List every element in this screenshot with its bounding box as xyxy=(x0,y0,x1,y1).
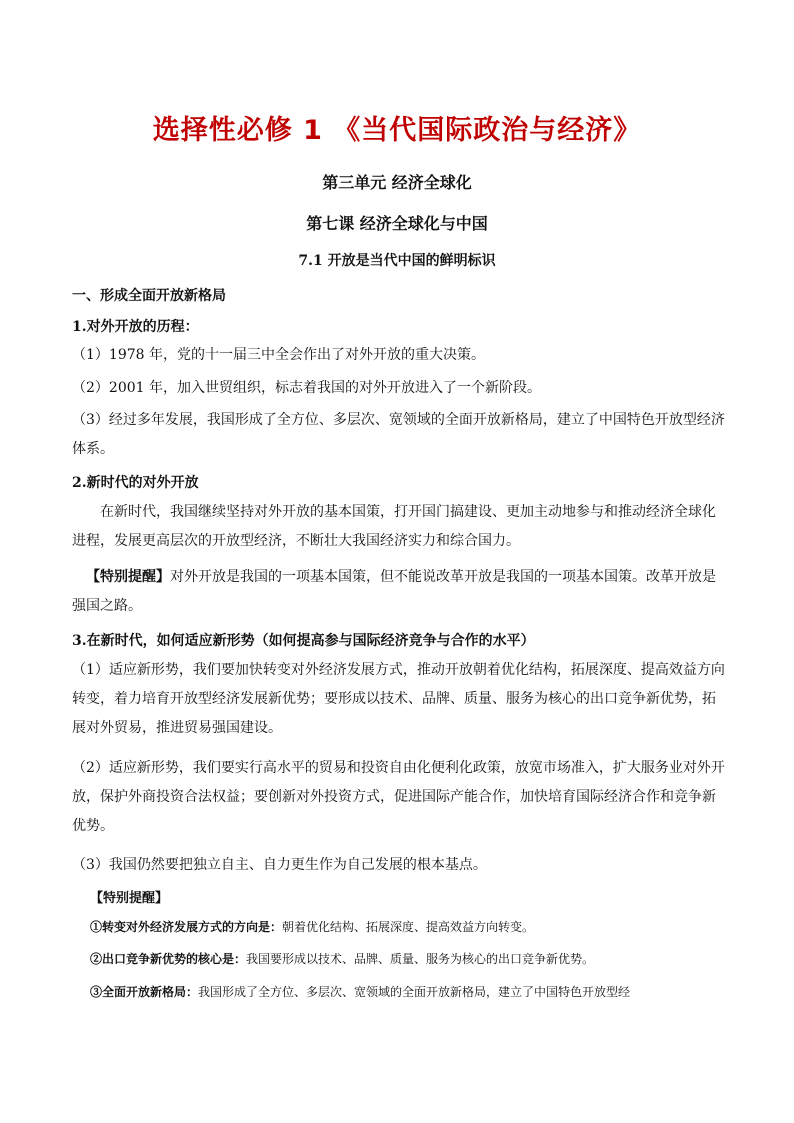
item3-point-1: （1）适应新形势，我们要加快转变对外经济发展方式，推动开放朝着优化结构，拓展深度、提高效益方向转变，着力培育开放型经济发展新优势；要形成以技术、品牌、质量、服务为核心的出口竞争新优势，拓展对外贸易，推进贸易强国建设。 xyxy=(72,662,725,736)
lesson-heading: 第七课 经济全球化与中国 xyxy=(306,214,488,233)
item3-point-3: （3）我国仍然要把独立自主、自力更生作为自己发展的根本基点。 xyxy=(72,857,487,873)
section-heading: 7.1 开放是当代中国的鲜明标识 xyxy=(298,253,496,269)
item2-heading: 2.新时代的对外开放 xyxy=(72,475,199,491)
note-line-2: ②出口竞争新优势的核心是：我国要形成以技术、品牌、质量、服务为核心的出口竞争新优势。 xyxy=(90,952,595,966)
note-line-3: ③全面开放新格局：我国形成了全方位、多层次、宽领域的全面开放新格局，建立了中国特色开放型经 xyxy=(90,985,631,999)
note-title: 【特别提醒】 xyxy=(90,891,169,906)
tip-label: 【特别提醒】 xyxy=(86,569,170,585)
item1-heading: 1.对外开放的历程： xyxy=(72,319,199,335)
note-line-1: ①转变对外经济发展方式的方向是：朝着优化结构、拓展深度、提高效益方向转变。 xyxy=(90,920,535,934)
item3-heading: 3.在新时代，如何适应新形势（如何提高参与国际经济竞争与合作的水平） xyxy=(72,633,535,649)
item2-body: 在新时代，我国继续坚持对外开放的基本国策，打开国门搞建设、更加主动地参与和推动经济全球化进程，发展更高层次的开放型经济，不断壮大我国经济实力和综合国力。 xyxy=(72,504,716,549)
item1-point-2: （2）2001 年，加入世贸组织，标志着我国的对外开放进入了一个新阶段。 xyxy=(72,380,541,396)
item3-point-2: （2）适应新形势，我们要实行高水平的贸易和投资自由化便利化政策，放宽市场准入，扩大服务业对外开放，保护外商投资合法权益；要创新对外投资方式，促进国际产能合作，加快培育国际经济合作和竞争新优势。 xyxy=(72,760,725,834)
tip-body: 对外开放是我国的一项基本国策，但不能说改革开放是我国的一项基本国策。改革开放是强国之路。 xyxy=(72,569,716,614)
item1-point-3: （3）经过多年发展，我国形成了全方位、多层次、宽领域的全面开放新格局，建立了中国特色开放型经济体系。 xyxy=(72,412,725,457)
unit-heading: 第三单元 经济全球化 xyxy=(322,173,472,192)
item1-point-1: （1）1978 年，党的十一届三中全会作出了对外开放的重大决策。 xyxy=(72,347,485,363)
part1-heading: 一、形成全面开放新格局 xyxy=(72,288,226,304)
document-title: 选择性必修 1 《当代国际政治与经济》 xyxy=(152,115,642,146)
item2-tip xyxy=(72,563,727,621)
